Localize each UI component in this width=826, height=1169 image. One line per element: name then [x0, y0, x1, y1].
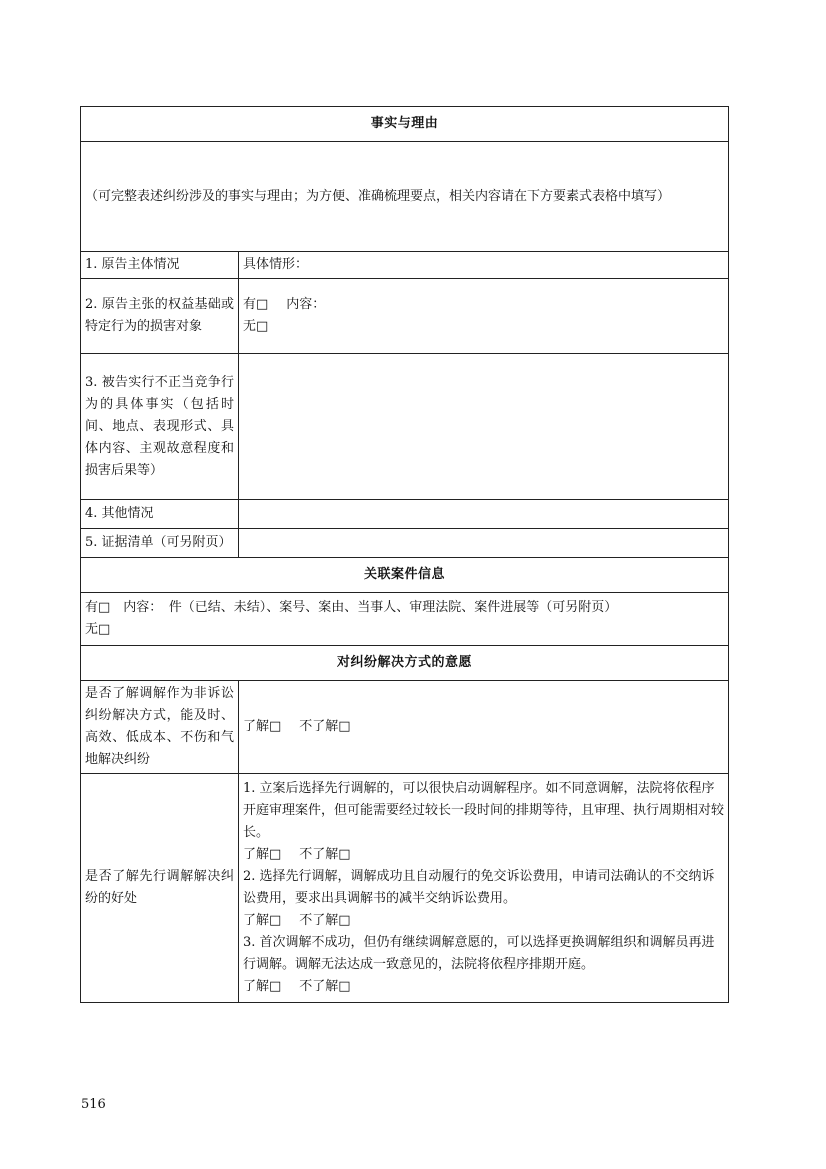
- q1-label: 是否了解调解作为非诉讼纠纷解决方式，能及时、高效、低成本、不伤和气地解决纠纷: [81, 681, 239, 774]
- related-section-title: 关联案件信息: [81, 558, 729, 593]
- facts-note: （可完整表述纠纷涉及的事实与理由；为方便、准确梳理要点，相关内容请在下方要素式表格中填写）: [81, 142, 729, 252]
- row-label-defendant-facts: 3. 被告实行不正当竞争行为的具体事实（包括时间、地点、表现形式、具体内容、主观故意程度和损害后果等）: [81, 354, 239, 500]
- q1-answer[interactable]: [239, 681, 729, 774]
- q2-item1-know-checkbox[interactable]: 了解□: [243, 847, 282, 862]
- q2-item3-dont-checkbox[interactable]: 不了解□: [299, 979, 351, 994]
- row-label-evidence: 5. 证据清单（可另附页）: [81, 529, 239, 558]
- row-value-plaintiff[interactable]: 具体情形：: [239, 252, 729, 279]
- has-checkbox[interactable]: 有□: [243, 297, 269, 312]
- dispute-section-title: 对纠纷解决方式的意愿: [81, 646, 729, 681]
- content-label: 内容：: [286, 297, 326, 312]
- q2-item2-dont-checkbox[interactable]: 不了解□: [299, 913, 351, 928]
- page-number: 516: [81, 1097, 106, 1112]
- q2-item-text: 1. 立案后选择先行调解的，可以很快启动调解程序。如不同意调解，法院将依程序开庭审理案件，但可能需要经过较长一段时间的排期等待，且审理、执行周期相对较长。: [243, 781, 725, 840]
- row-value-rights-basis[interactable]: [239, 279, 729, 354]
- q2-item-text: 2. 选择先行调解，调解成功且自动履行的免交诉讼费用，申请司法确认的不交纳诉讼费用，要求出具调解书的减半交纳诉讼费用。: [243, 869, 715, 906]
- related-none-line[interactable]: 无□: [85, 622, 111, 637]
- q2-item3-know-checkbox[interactable]: 了解□: [243, 979, 282, 994]
- related-content[interactable]: [81, 593, 729, 646]
- q1-know-checkbox[interactable]: 了解□: [243, 719, 282, 734]
- row-label-plaintiff: 1. 原告主体情况: [81, 252, 239, 279]
- q2-item2-know-checkbox[interactable]: 了解□: [243, 913, 282, 928]
- row-value-defendant-facts[interactable]: [239, 354, 729, 500]
- q1-dont-checkbox[interactable]: 不了解□: [299, 719, 351, 734]
- row-label-other: 4. 其他情况: [81, 500, 239, 529]
- none-checkbox[interactable]: 无□: [243, 319, 269, 334]
- row-label-rights-basis: 2. 原告主张的权益基础或特定行为的损害对象: [81, 279, 239, 354]
- q2-item1-dont-checkbox[interactable]: 不了解□: [299, 847, 351, 862]
- q2-item-text: 3. 首次调解不成功，但仍有继续调解意愿的，可以选择更换调解组织和调解员再进行调解。调解无法达成一致意见的，法院将依程序排期开庭。: [243, 935, 715, 972]
- row-value-other[interactable]: [239, 500, 729, 529]
- related-has-line[interactable]: 有□ 内容： 件（已结、未结）、案号、案由、当事人、审理法院、案件进展等（可另附页）: [85, 600, 618, 615]
- facts-section-title: 事实与理由: [81, 107, 729, 142]
- row-value-evidence[interactable]: [239, 529, 729, 558]
- q2-label: 是否了解先行调解解决纠纷的好处: [81, 774, 239, 1003]
- complaint-form-table: [80, 106, 729, 1003]
- q2-answer[interactable]: [239, 774, 729, 1003]
